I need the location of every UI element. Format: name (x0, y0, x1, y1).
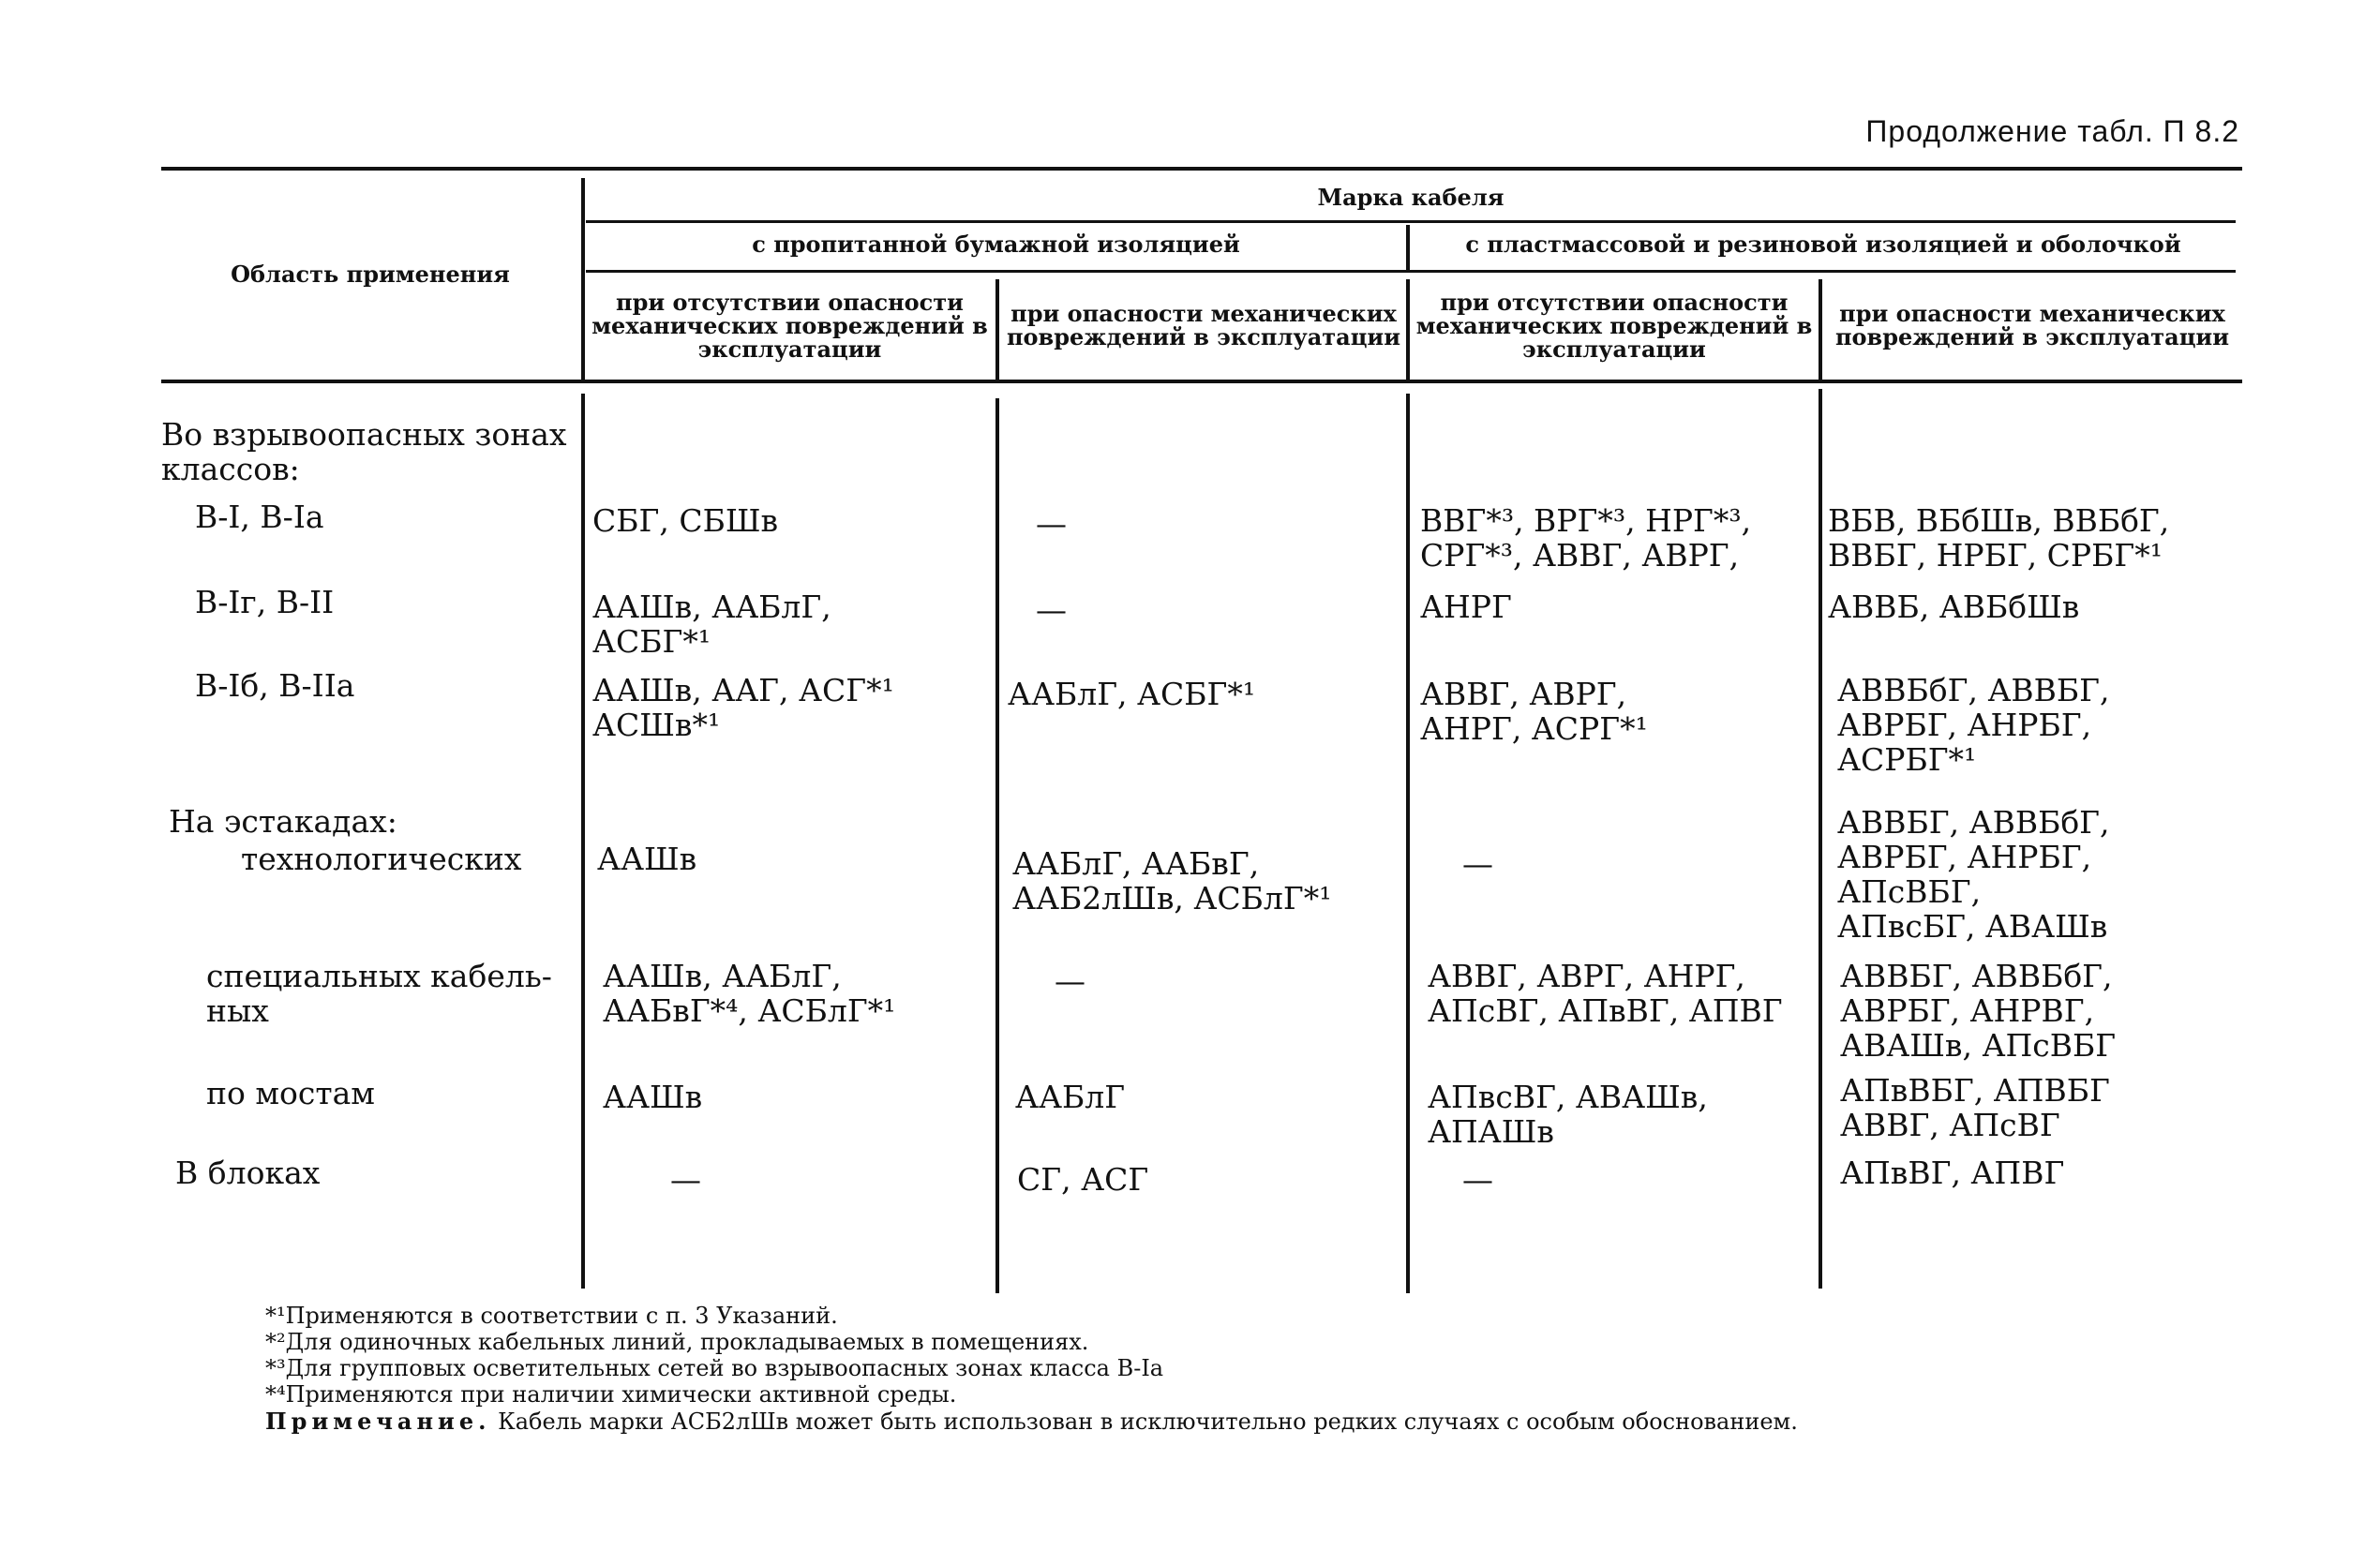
table-cell: ААШв, ААБлГ, АСБГ*¹ (592, 589, 831, 660)
header-divider-col2 (995, 279, 999, 380)
table-top-rule (161, 167, 2242, 171)
brand-rule (586, 220, 2236, 223)
header-divider-col4 (1819, 279, 1822, 380)
table-cell: — (1462, 1161, 1493, 1198)
row-label: В-Iб, В-IIа (195, 667, 355, 704)
note-label: Примечание. (265, 1408, 491, 1435)
row-label: В-I, В-Iа (195, 499, 324, 535)
table-cell: СБГ, СБШв (592, 502, 779, 539)
header-col1: при отсутствии опасности механических повреждений в эксплуатации (591, 289, 988, 363)
table-cell: АВВГ, АВРГ, АНРГ, АСРГ*¹ (1420, 676, 1648, 747)
table-cell: — (670, 1161, 701, 1198)
header-group-plastic: с пластмассовой и резиновой изоляцией и оболочкой (1465, 231, 2181, 258)
table-cell: ААБлГ, АСБГ*¹ (1008, 676, 1256, 712)
group-rule (586, 270, 2236, 273)
table-cell: АПвВГ, АПВГ (1840, 1155, 2065, 1191)
table-cell: АПвВБГ, АПВБГ АВВГ, АПсВГ (1840, 1072, 2110, 1143)
body-divider-col4 (1819, 389, 1822, 1289)
header-area: Область применения (231, 261, 510, 288)
table-cell: АВВБГ, АВВБбГ, АВРБГ, АНРБГ, АПсВБГ, АПвсБГ, АВАШв (1837, 804, 2110, 945)
table-cell: АВВБГ, АВВБбГ, АВРБГ, АНРВГ, АВАШв, АПсВБГ (1840, 958, 2117, 1064)
table-cell: ААШв, ААГ, АСГ*¹ АСШв*¹ (592, 672, 894, 743)
row-label: по мостам (206, 1075, 375, 1111)
section-explosive-zones: Во взрывоопасных зонах классов: (161, 416, 567, 487)
footnote-2: *²Для одиночных кабельных линий, прокладываемых в помещениях. (265, 1329, 1089, 1355)
table-cell: АВВБ, АВБбШв (1828, 589, 2080, 625)
table-cell: АНРГ (1420, 589, 1512, 625)
header-col3: при отсутствии опасности механических повреждений в эксплуатации (1415, 289, 1813, 363)
footnote-1: *¹Применяются в соответствии с п. 3 Указаний. (265, 1303, 838, 1329)
table-cell: АВВБбГ, АВВБГ, АВРБГ, АНРБГ, АСРБГ*¹ (1837, 672, 2110, 778)
row-label: технологических (241, 841, 522, 877)
table-cell: — (1036, 505, 1067, 542)
table-cell: ВВГ*³, ВРГ*³, НРГ*³, СРГ*³, АВВГ, АВРГ, (1420, 502, 1752, 574)
table-cell: ААБлГ, ААБвГ, ААБ2лШв, АСБлГ*¹ (1012, 845, 1332, 917)
body-divider-col2 (995, 398, 999, 1293)
table-cell: АПвсВГ, АВАШв, АПАШв (1428, 1079, 1708, 1150)
row-label: В-Iг, В-II (195, 584, 335, 620)
table-cell: ААШв, ААБлГ, ААБвГ*⁴, АСБлГ*¹ (603, 958, 896, 1029)
header-col4: при опасности механических повреждений в эксплуатации (1834, 300, 2230, 350)
table-cell: ВБВ, ВБбШв, ВВБбГ, ВВБГ, НРБГ, СРБГ*¹ (1828, 502, 2170, 574)
row-label: В блоках (175, 1155, 321, 1191)
table-continuation-title: Продолжение табл. П 8.2 (1865, 114, 2239, 148)
header-divider-col3 (1406, 279, 1410, 380)
header-brand: Марка кабеля (1317, 184, 1504, 211)
table-cell: ААБлГ (1015, 1079, 1126, 1115)
body-divider-col1 (581, 394, 585, 1289)
footnote-4: *⁴Применяются при наличии химически активной среды. (265, 1381, 957, 1408)
section-trestles: На эстакадах: (169, 803, 397, 840)
header-divider-groups (1406, 225, 1410, 270)
header-divider-area (581, 178, 585, 380)
row-label: специальных кабель- ных (206, 958, 552, 1029)
table-cell: ААШв (603, 1079, 703, 1115)
header-col2: при опасности механических повреждений в эксплуатации (1006, 300, 1401, 350)
table-cell: — (1055, 962, 1085, 999)
note-text: Кабель марки АСБ2лШв может быть использован в исключительно редких случаях с особым обоснованием. (498, 1408, 1798, 1435)
table-cell: СГ, АСГ (1017, 1161, 1149, 1198)
table-cell: АВВГ, АВРГ, АНРГ, АПсВГ, АПвВГ, АПВГ (1428, 958, 1783, 1029)
footnote-3: *³Для групповых осветительных сетей во взрывоопасных зонах класса В-Iа (265, 1355, 1164, 1381)
table-cell: — (1462, 845, 1493, 882)
body-divider-col3 (1406, 394, 1410, 1293)
table-cell: — (1036, 591, 1067, 628)
header-group-paper: с пропитанной бумажной изоляцией (752, 231, 1240, 258)
table-cell: ААШв (597, 841, 697, 877)
header-bottom-rule (161, 380, 2242, 383)
note (265, 1408, 1798, 1435)
